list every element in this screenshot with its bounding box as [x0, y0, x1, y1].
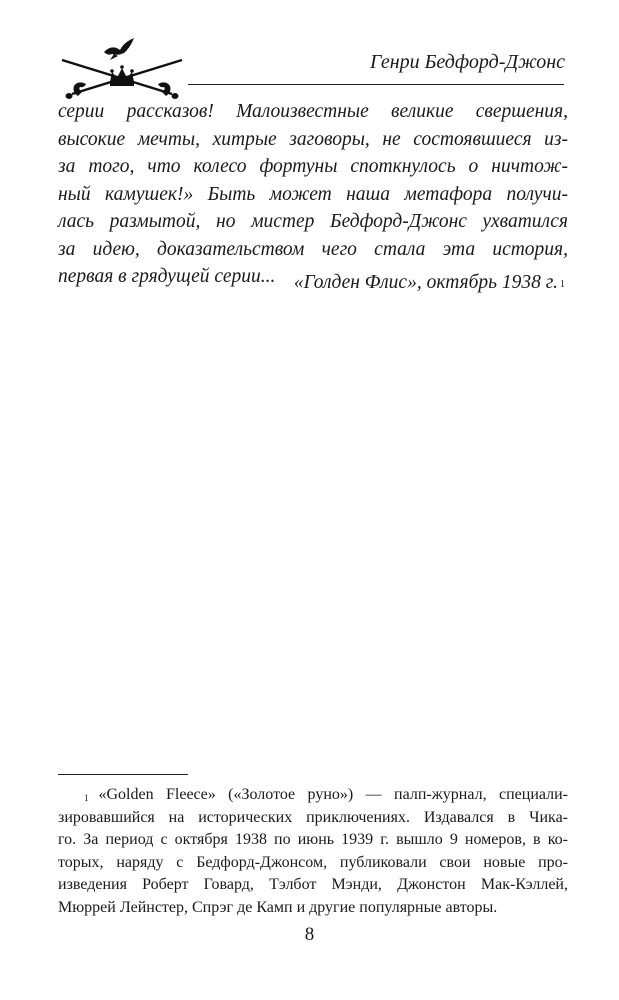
body-line: лась размытой, но мистер Бедфорд-Джонс ухватился	[58, 211, 568, 232]
running-header-author: Генри Бедфорд-Джонс	[370, 51, 565, 73]
footnote-line: го. За период с октября 1938 по июнь 1939 г. вышло 9 номеров, в ко-	[58, 831, 568, 848]
body-line: за идею, доказательством чего стала эта история,	[58, 238, 568, 260]
header-rule	[188, 84, 564, 85]
signature	[294, 269, 565, 297]
page-number: 8	[304, 924, 315, 945]
body-line: серии рассказов! Малоизвестные великие свершения,	[58, 101, 568, 122]
footnote-line: изведения Роберт Говард, Тэлбот Мэнди, Джонстон Мак-Кэллей,	[58, 876, 568, 893]
signature-text: «Голден Флис», октябрь 1938 г.	[293, 272, 558, 293]
body-text	[58, 98, 568, 291]
body-line: за того, что колесо фортуны споткнулось о ничтож-	[58, 156, 568, 177]
body-line: высокие мечты, хитрые заговоры, не состоявшиеся из-	[58, 128, 568, 150]
footnote-line	[58, 784, 568, 807]
footnote-line: торых, наряду с Бедфорд-Джонсом, публиковали свои новые про-	[58, 853, 568, 871]
footnote-line: зировавшийся на исторических приключениях. Издавался в Чика-	[58, 808, 568, 826]
footnote-mark: 1	[84, 793, 89, 803]
footnote	[58, 784, 568, 919]
body-line: первая в грядущей серии...	[58, 266, 276, 287]
crossed-swords-emblem-icon	[54, 34, 190, 102]
footnote-rule	[58, 774, 188, 775]
footnote-reference: 1	[560, 279, 565, 290]
footnote-line: Мюррей Лейнстер, Спрэг де Камп и другие популярные авторы.	[58, 898, 498, 916]
footnote-line-text: «Golden Fleece» («Золотое руно») — палп-журнал, специали-	[98, 786, 568, 803]
body-line: ный камушек!» Быть может наша метафора получи-	[58, 183, 568, 205]
